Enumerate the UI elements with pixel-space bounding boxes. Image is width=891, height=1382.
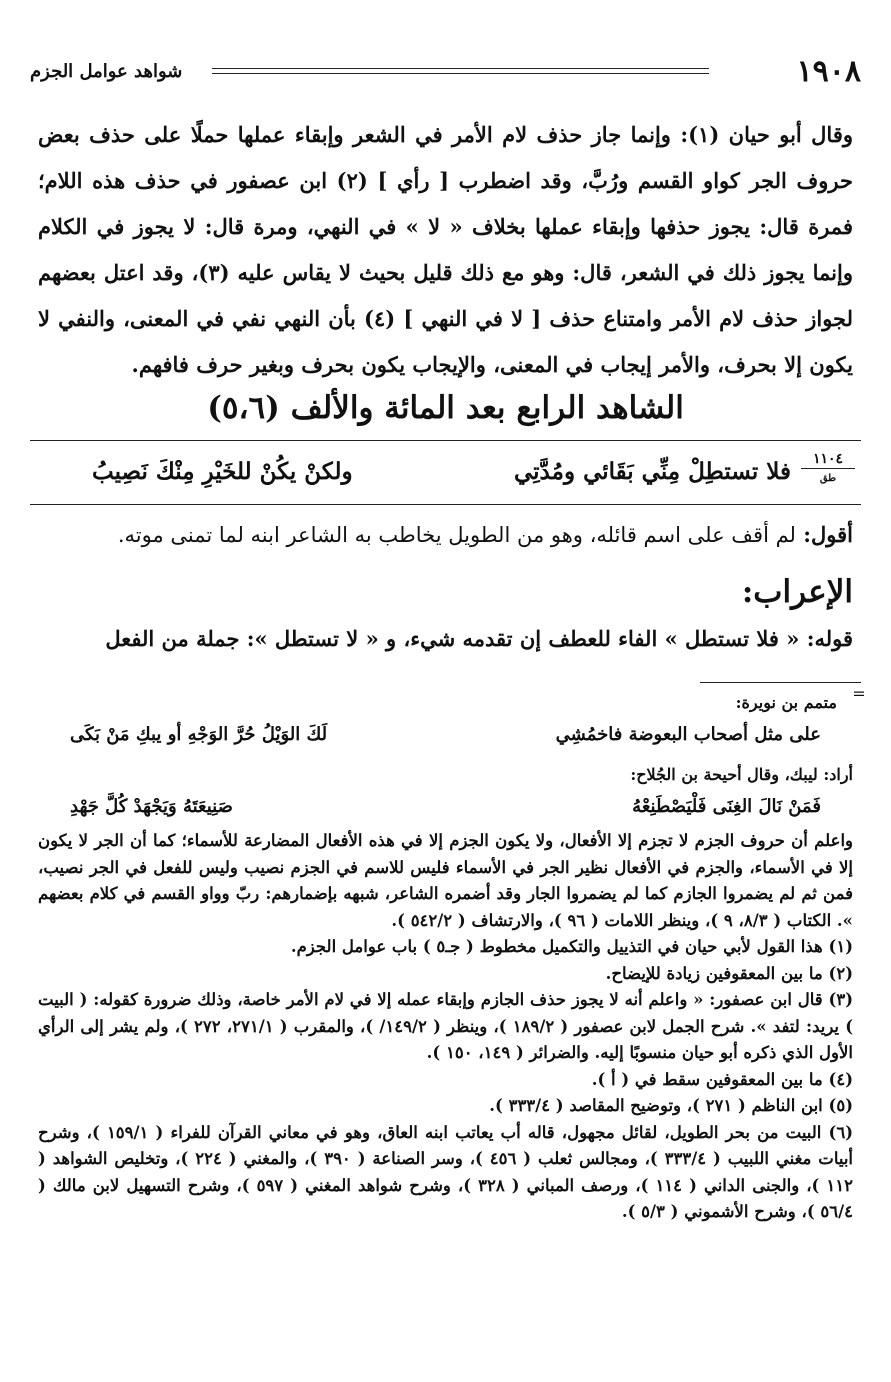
footnote-5: (٥) ابن الناظم ( ٢٧١ )، وتوضيح المقاصد ( ٣٣٣/٤ ).: [489, 1096, 853, 1115]
rule-above-verse: [30, 440, 861, 441]
footnote-verse-2-hemistich-2: صَنِيعَتَهُ وَيَجْهَدْ كُلَّ جَهْدِ: [70, 796, 233, 817]
footnote-verse-1-hemistich-2: لَكَ الوَيْلُ حُرَّ الوَجْهِ أو يبكِ مَنْ بَكَى: [70, 724, 328, 745]
footnote-line-1: متمم بن نويرة:: [735, 693, 837, 712]
footnote-continuation-mark: =: [852, 684, 866, 703]
footnote-verse-1: [70, 718, 821, 752]
verse-hemistich-2: ولكنْ يكُنْ للخَيْرِ مِنْكَ نَصِيبُ: [92, 458, 353, 485]
header-double-rule: [212, 68, 709, 74]
footnote-line-2: أراد: ليبك، وقال أحيحة بن الجُلاح:: [630, 765, 853, 784]
footnote-1: (١) هذا القول لأبي حيان في التذييل والتكميل مخطوط ( جـ٥ ) باب عوامل الجزم.: [290, 937, 853, 956]
irab-paragraph: [38, 616, 853, 662]
aqulu-text: لم أقف على اسم قائله، وهو من الطويل يخاطب به الشاعر ابنه لما تمنى موته.: [117, 523, 796, 547]
aqulu-paragraph: [38, 512, 853, 558]
footnote-verse-2: [70, 790, 821, 824]
page-number: ١٩٠٨: [796, 54, 861, 89]
section-heading: الشاهد الرابع بعد المائة والألف (٥،٦): [207, 390, 684, 426]
footnote-verse-1-hemistich-1: على مثل أصحاب البعوضة فاخمُشِي: [555, 724, 821, 745]
irab-label: قوله:: [806, 626, 853, 651]
shahid-verse: [36, 446, 855, 500]
footnote-separator: [700, 682, 861, 683]
footnote-2: (٢) ما بين المعقوفين زيادة للإيضاح.: [605, 963, 853, 983]
rule-below-verse: [30, 504, 861, 505]
verse-hemistich-1: فلا تستطِلْ مِنِّي بَقَائي ومُدَّتِي: [513, 458, 791, 485]
meter-mark: طق: [819, 473, 837, 484]
shahid-number-value: ١١٠٤: [801, 452, 855, 469]
footnote-6: (٦) البيت من بحر الطويل، لقائل مجهول، قاله أب يعاتب ابنه العاق، وهو في معاني القرآن للفراء ( ١٥٩/١ )، وشرح أبيات مغني اللبيب ( ٣٣٣/٤ )، ومجالس ثعلب ( ٤٥٦ )، وسر الصناعة ( ٣٩٠ )، والمغني ( ٢٢٤ )، وتخليص الشواهد ( ١١٢ )، والجنى الداني ( ١١٤ )، ورصف المباني ( ٣٢٨ )، وشرح شواهد المغني ( ٥٩٧ )، وشرح التسهيل لابن مالك ( ٥٦/٤ )، وشرح الأشموني ( ٥/٣ ).: [38, 1122, 854, 1221]
body-paragraph-1: وقال أبو حيان (١): وإنما جاز حذف لام الأمر في الشعر وإبقاء عملها حملًا على حذف بعض حروف الجر كواو القسم ورُبَّ، وقد اضطرب [ رأي ] (٢) ابن عصفور في حذف هذه اللام؛ فمرة قال: يجوز حذفها وإبقاء عملها بخلاف « لا » في النهي، ومرة قال: لا يجوز في الكلام وإنما يجوز ذلك في الشعر، قال: وهو مع ذلك قليل بحيث لا يقاس عليه (٣)، وقد اعتل بعضهم لجواز حذف لام الأمر وامتناع حذف [ لا في النهي ] (٤) بأن النهي نفي في المعنى، والنفي لا يكون إلا بحرف، والأمر إيجاب في المعنى، والإيجاب يكون بحرف وبغير حرف فافهم.: [38, 122, 854, 377]
page-header: [30, 52, 861, 92]
footnotes-block: [38, 828, 853, 1226]
footnote-verse-2-hemistich-1: فَمَنْ نَالَ الغِنَى فَلْيَصْطَنِعْهُ: [632, 796, 821, 817]
shahid-number: [801, 452, 855, 486]
irab-heading: الإعراب:: [741, 574, 853, 610]
running-title: شواهد عوامل الجزم: [30, 61, 183, 82]
footnote-3: (٣) قال ابن عصفور: « واعلم أنه لا يجوز حذف الجازم وإبقاء عمله إلا في لام الأمر خاصة، وذلك ضرورة كقوله: ( البيت ) يريد: لتفد ». شرح الجمل لابن عصفور ( ١٨٩/٢ )، وينظر ( ١٤٩/٢/ )، والمقرب ( ٢٧١/١، ٢٧٢ )، ولم يشر إلى الرأي الأول الذي ذكره أبو حيان منسوبًا إليه. والضرائر ( ١٤٩، ١٥٠ ).: [38, 990, 854, 1062]
aqulu-label: أقول:: [803, 522, 853, 547]
footnote-4: (٤) ما بين المعقوفين سقط في ( أ ).: [591, 1069, 853, 1089]
footnote-paragraph: واعلم أن حروف الجزم لا تجزم إلا الأفعال، ولا يكون الجزم إلا في هذه الأفعال المضارعة للأسماء؛ كما أن الجر لا يكون إلا في الأسماء، والجزم في الأفعال نظير الجر في الأسماء فليس للاسم في الجزم نصيب وليس للفعل في الجر نصيب، فمن ثم لم يضمروا الجازم كما لم يضمروا الجار وقد أضمره الشاعر، شبهه بإضمارهم: ربّ وواو القسم في كلام بعضهم ». الكتاب ( ٨/٣، ٩ )، وينظر اللامات ( ٩٦ )، والارتشاف ( ٥٤٢/٢ ).: [38, 831, 853, 930]
irab-text: « فلا تستطل » الفاء للعطف إن تقدمه شيء، و « لا تستطل »: جملة من الفعل: [105, 626, 800, 651]
